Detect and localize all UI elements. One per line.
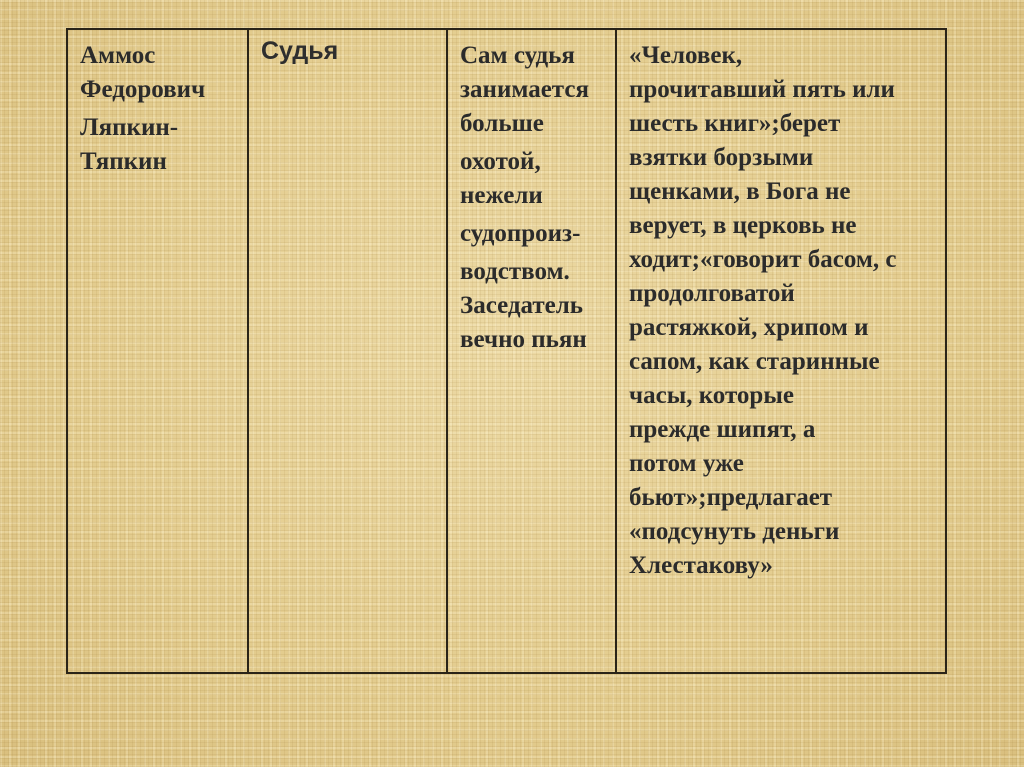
quote-line: растяжкой, хрипом и [629,314,869,341]
quote-cell [616,29,946,673]
quote-line: потом уже [629,450,744,477]
name-line: Тяпкин [80,148,167,175]
quote-line: шесть книг»;берет [629,110,841,137]
name-cell [67,29,248,673]
role-label: Судья [261,37,339,65]
quote-line: щенками, в Бога не [629,178,851,205]
quote-line: верует, в церковь не [629,212,857,239]
role-cell [248,29,447,673]
name-line: Аммос [80,42,156,69]
character-table [66,28,947,674]
name-line: Федорович [80,76,206,103]
quote-line: Хлестакову» [629,552,773,579]
activity-line: больше [460,110,544,137]
activity-line: охотой, [460,148,541,175]
quote-line: прочитавший пять или [629,76,895,103]
activity-line: судопроиз- [460,220,581,247]
quote-line: бьют»;предлагает [629,484,833,511]
table-row [67,29,946,673]
quote-line: «подсунуть деньги [629,518,840,545]
name-line: Ляпкин- [80,114,179,141]
activity-line: вечно пьян [460,326,587,353]
quote-line: сапом, как старинные [629,348,880,375]
activity-line: занимается [460,76,590,103]
quote-line: продолговатой [629,280,795,307]
quote-line: «Человек, [629,42,743,69]
activity-line: Сам судья [460,42,575,69]
quote-line: часы, которые [629,382,794,409]
activity-cell [447,29,616,673]
activity-line: нежели [460,182,543,209]
activity-line: Заседатель [460,292,583,319]
activity-line: водством. [460,258,570,285]
quote-line: ходит;«говорит басом, с [629,246,897,273]
quote-line: взятки борзыми [629,144,814,171]
quote-line: прежде шипят, а [629,416,816,443]
